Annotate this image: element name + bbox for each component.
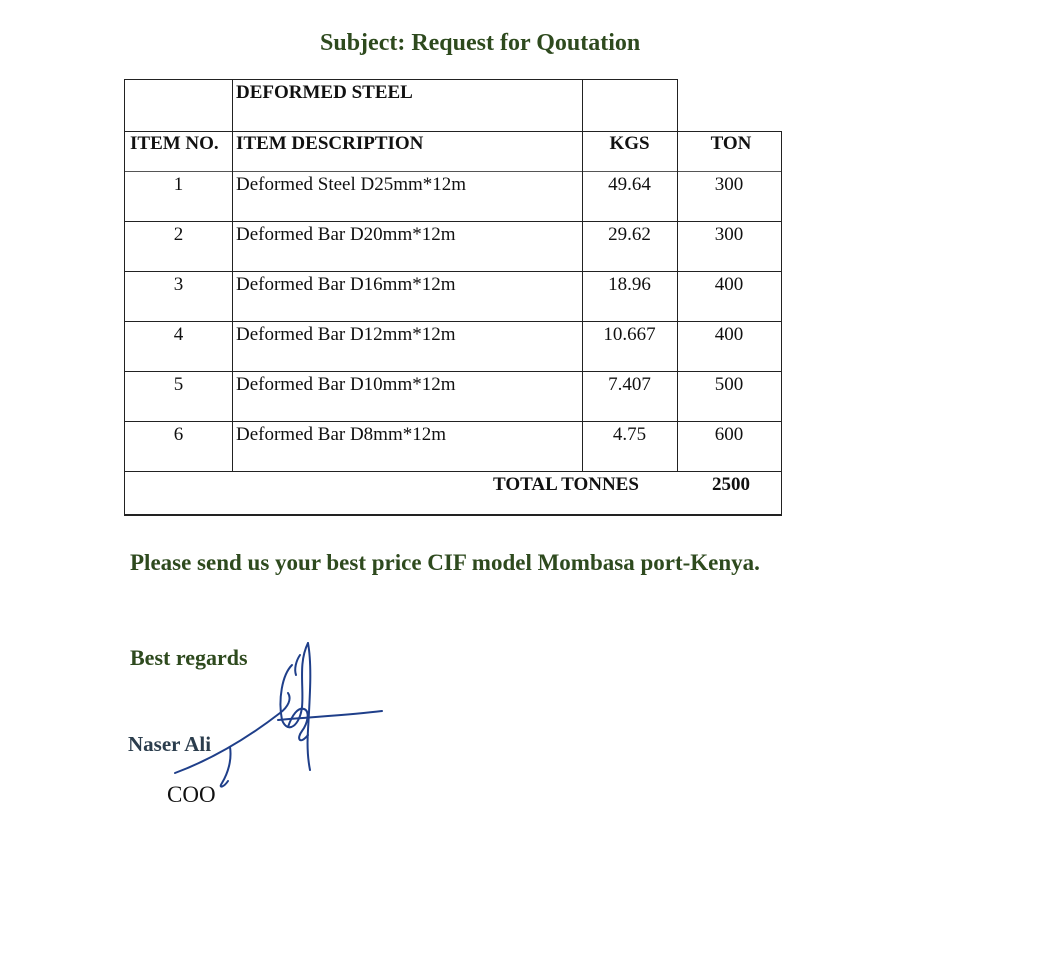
row-item-no: 4 (173, 324, 184, 345)
signatory-title: COO (167, 782, 216, 807)
total-label: TOTAL TONNES (493, 474, 639, 495)
table-rule (232, 79, 233, 471)
row-ton: 300 (714, 224, 744, 245)
row-kgs: 10.667 (603, 324, 656, 345)
row-ton: 400 (714, 324, 744, 345)
row-item-no: 3 (173, 274, 184, 295)
table-rule (781, 131, 782, 516)
table-rule (124, 421, 782, 422)
row-ton: 400 (714, 274, 744, 295)
group-label: DEFORMED STEEL (236, 82, 413, 103)
row-description: Deformed Bar D12mm*12m (236, 324, 456, 345)
row-description: Deformed Bar D10mm*12m (236, 374, 456, 395)
table-rule (124, 371, 782, 372)
row-kgs: 49.64 (608, 174, 651, 195)
table-rule (124, 131, 782, 132)
row-ton: 600 (714, 424, 744, 445)
table-rule (124, 79, 678, 80)
row-ton: 500 (714, 374, 744, 395)
table-rule (124, 471, 782, 472)
table-rule (124, 79, 125, 516)
row-kgs: 18.96 (608, 274, 651, 295)
table-rule (124, 514, 782, 516)
header-ton: TON (710, 133, 752, 154)
total-value: 2500 (712, 474, 750, 495)
signature-mark (170, 635, 395, 795)
subject-heading: Subject: Request for Qoutation (320, 30, 641, 56)
row-description: Deformed Bar D8mm*12m (236, 424, 447, 445)
table-rule (124, 321, 782, 322)
table-rule (124, 221, 782, 222)
row-item-no: 6 (173, 424, 184, 445)
row-item-no: 5 (173, 374, 184, 395)
row-kgs: 29.62 (608, 224, 651, 245)
closing-text: Best regards (130, 645, 248, 670)
header-description: ITEM DESCRIPTION (236, 133, 424, 154)
row-item-no: 2 (173, 224, 184, 245)
table-rule (124, 171, 782, 172)
row-item-no: 1 (173, 174, 184, 195)
row-description: Deformed Bar D16mm*12m (236, 274, 456, 295)
header-item-no: ITEM NO. (130, 133, 219, 154)
table-rule (124, 271, 782, 272)
price-request: Please send us your best price CIF model Mombasa port-Kenya. (130, 550, 760, 575)
row-description: Deformed Bar D20mm*12m (236, 224, 456, 245)
row-description: Deformed Steel D25mm*12m (236, 174, 467, 195)
signatory-name: Naser Ali (128, 732, 212, 756)
header-kgs: KGS (609, 133, 650, 154)
row-kgs: 4.75 (612, 424, 647, 445)
row-kgs: 7.407 (608, 374, 651, 395)
table-rule (677, 79, 678, 471)
row-ton: 300 (714, 174, 744, 195)
